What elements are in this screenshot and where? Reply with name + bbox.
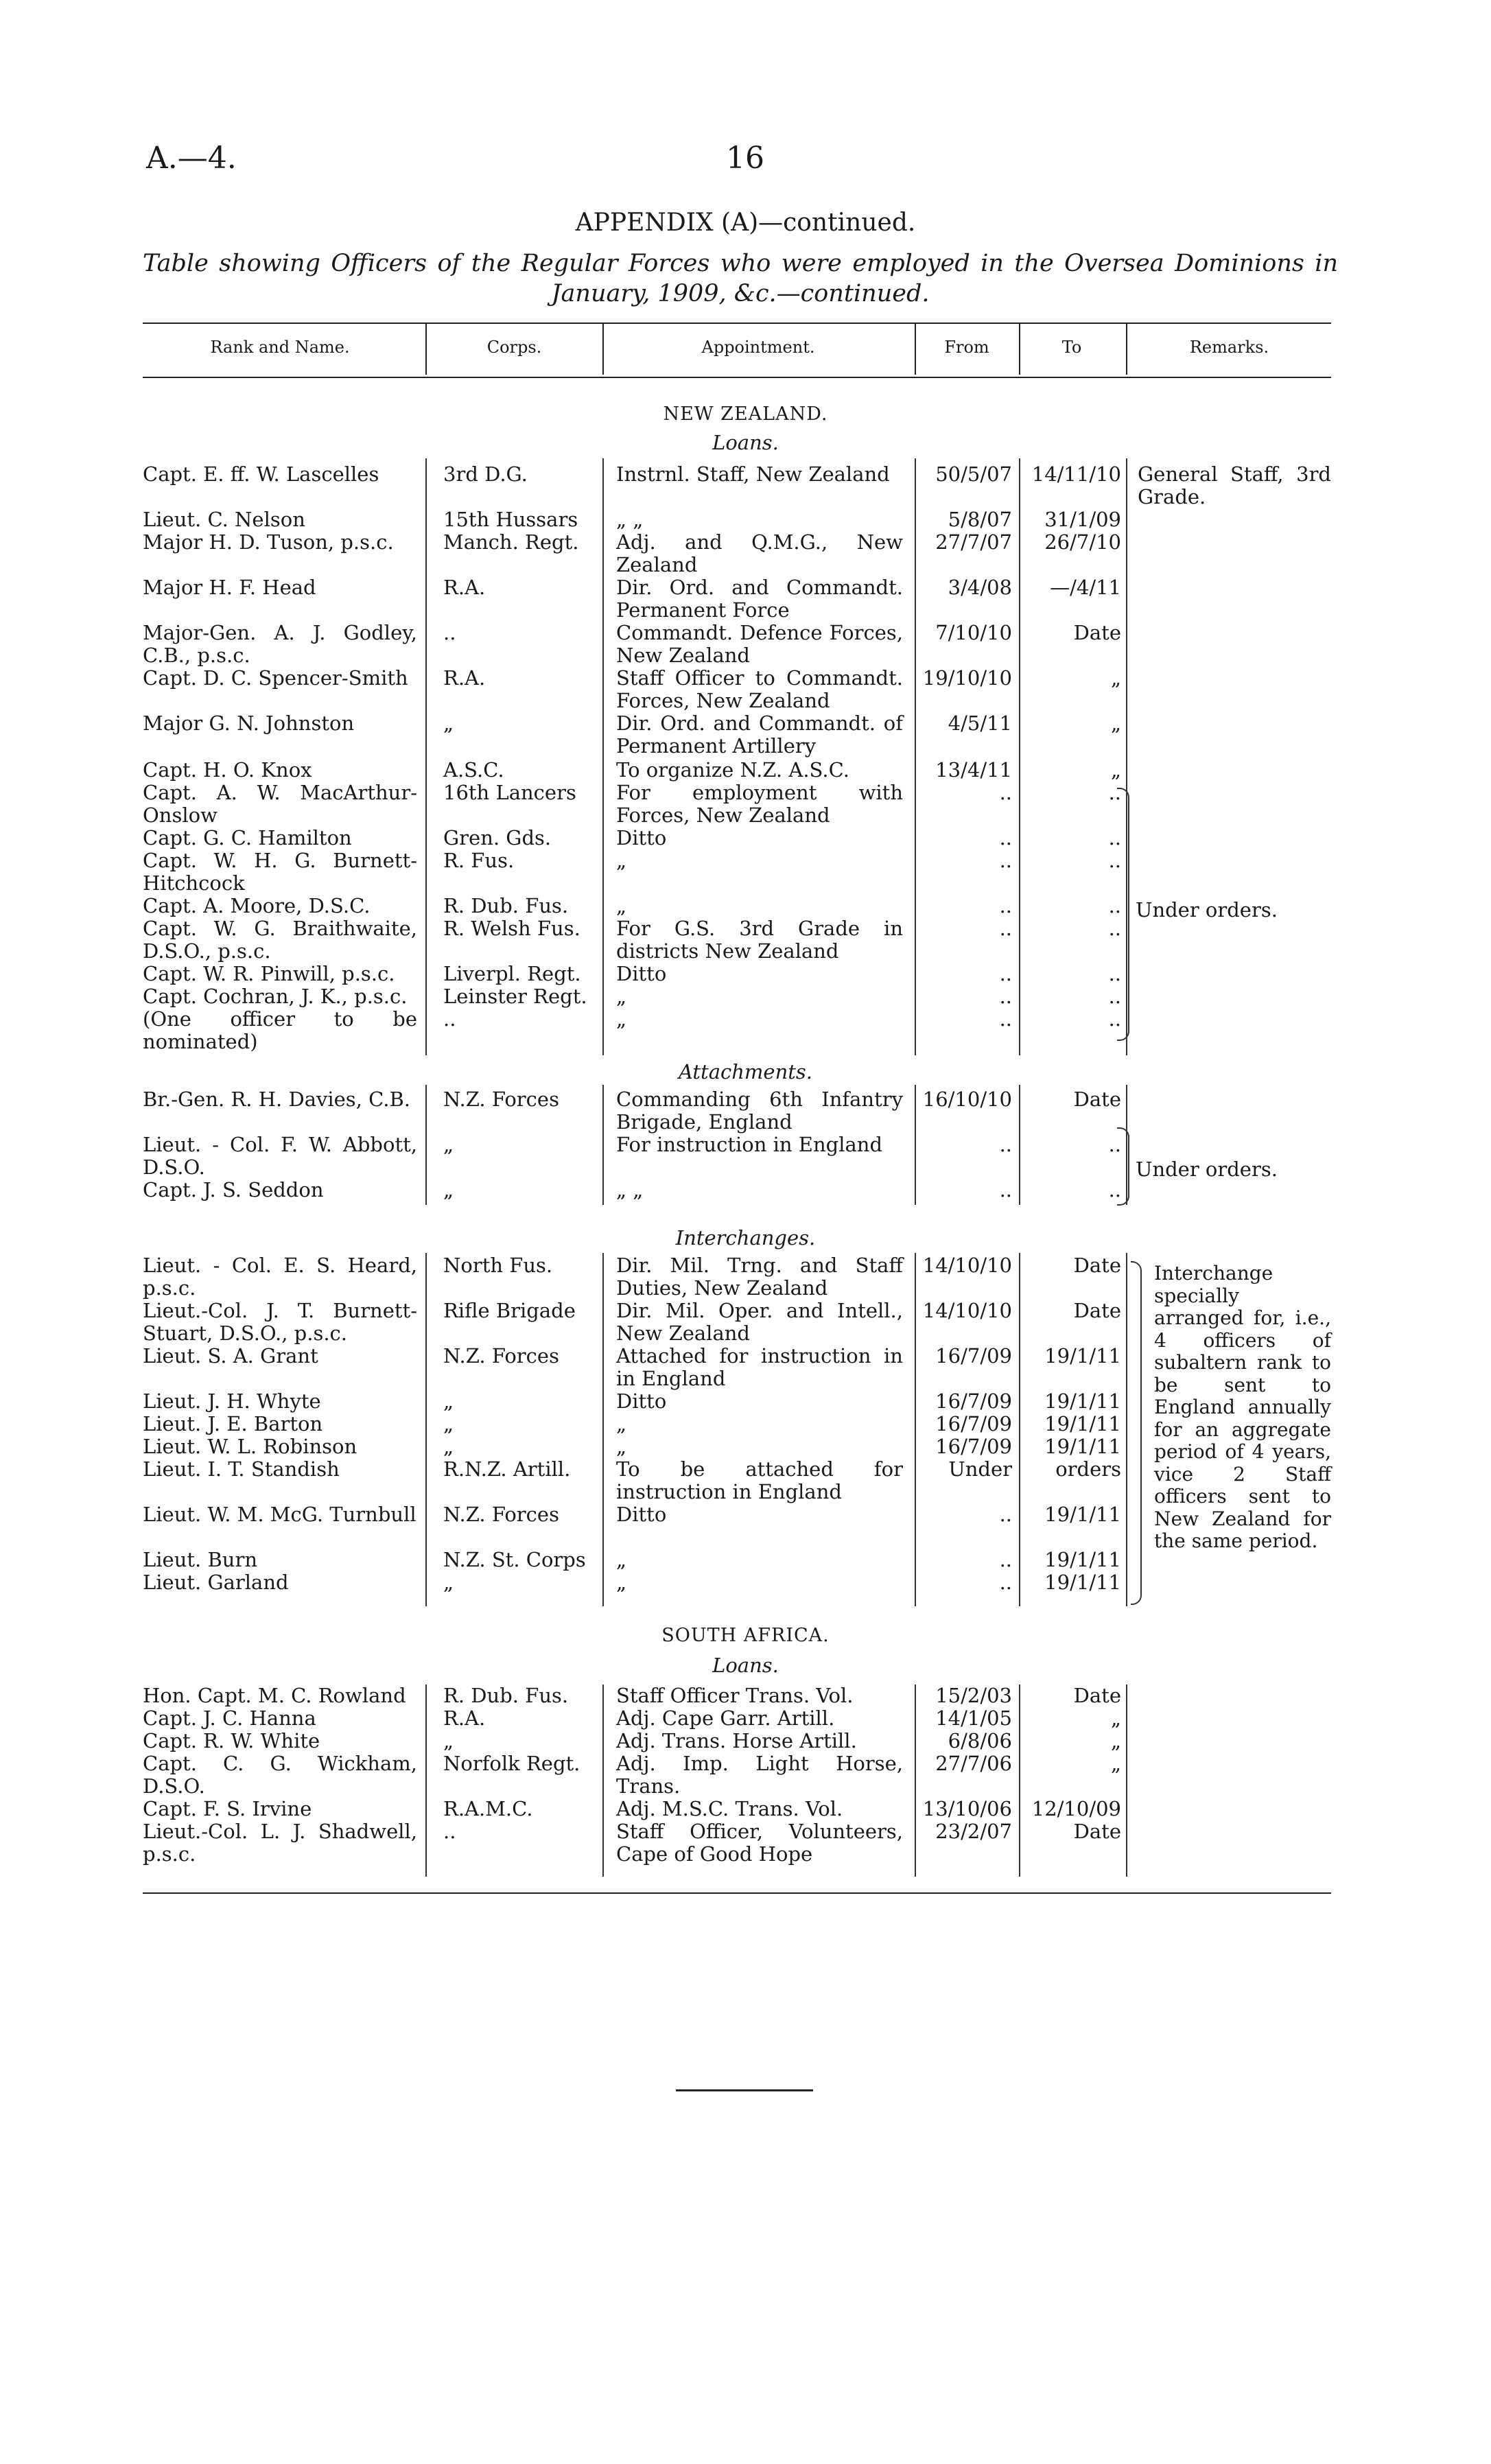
corps: R. Welsh Fus. bbox=[443, 917, 580, 940]
officer-name: Capt. Cochran, J. K., p.s.c. bbox=[143, 985, 408, 1008]
appointment: Ditto bbox=[616, 962, 667, 985]
table-header-rule bbox=[143, 377, 1331, 378]
brace-attachments-under-orders bbox=[1117, 1127, 1129, 1206]
column-separator bbox=[602, 458, 604, 1055]
date-from: 3/4/08 bbox=[948, 576, 1012, 599]
appointment: Adj. Trans. Horse Artill. bbox=[616, 1729, 857, 1752]
corps: „ bbox=[443, 712, 454, 735]
table-bottom-rule bbox=[143, 1892, 1331, 1894]
appointment: „ bbox=[616, 1571, 627, 1594]
officer-name: Major H. D. Tuson, p.s.c. bbox=[143, 530, 394, 554]
corps: .. bbox=[443, 1007, 456, 1031]
corps: R.A. bbox=[443, 576, 486, 599]
remark-interchange: Interchange specially arranged for, i.e., 4 officers of subaltern rank to be sent to England annually for an aggregate period of 4 years, vice 2 Staff officers sent to New Zealand for the same period. bbox=[1154, 1262, 1331, 1552]
officer-name: Lieut.-Col. L. J. Shadwell, p.s.c. bbox=[143, 1820, 417, 1866]
date-from: 27/7/06 bbox=[935, 1752, 1012, 1775]
officer-name: Major G. N. Johnston bbox=[143, 712, 355, 735]
appointment: For instruction in England bbox=[616, 1133, 883, 1156]
date-from: .. bbox=[999, 781, 1012, 804]
date-to: .. bbox=[1108, 1178, 1121, 1201]
date-from: 27/7/07 bbox=[935, 530, 1012, 554]
section-title-new-zealand: NEW ZEALAND. bbox=[663, 403, 828, 425]
officer-name: Lieut.-Col. J. T. Burnett-Stuart, D.S.O., p.s.c. bbox=[143, 1299, 417, 1345]
appointment: Commanding 6th Infantry Brigade, England bbox=[616, 1088, 903, 1134]
corps: Gren. Gds. bbox=[443, 826, 552, 849]
date-from: 23/2/07 bbox=[935, 1820, 1012, 1843]
appointment: For employment with Forces, New Zealand bbox=[616, 781, 903, 827]
appointment: Commandt. Defence Forces, New Zealand bbox=[616, 621, 903, 667]
date-to: 12/10/09 bbox=[1031, 1797, 1121, 1820]
column-separator bbox=[1126, 1685, 1127, 1877]
header-separator bbox=[602, 322, 604, 375]
subsection-title-interchanges: Interchanges. bbox=[675, 1226, 816, 1249]
date-to: 19/1/11 bbox=[1044, 1503, 1121, 1526]
corps: N.Z. Forces bbox=[443, 1503, 559, 1526]
corps: A.S.C. bbox=[443, 758, 504, 782]
officer-name: Lieut. Garland bbox=[143, 1571, 289, 1594]
column-separator bbox=[425, 1085, 427, 1205]
appendix-title: APPENDIX (A)—continued. bbox=[575, 209, 916, 237]
header-separator bbox=[915, 322, 916, 375]
date-from: 19/10/10 bbox=[922, 666, 1012, 690]
appointment: „ bbox=[616, 985, 627, 1008]
date-from: 16/10/10 bbox=[922, 1088, 1012, 1111]
date-to: „ bbox=[1110, 1752, 1121, 1775]
date-to: 19/1/11 bbox=[1044, 1548, 1121, 1571]
column-separator bbox=[1126, 1253, 1127, 1606]
date-from: 16/7/09 bbox=[935, 1412, 1012, 1435]
appointment: „ bbox=[616, 1548, 627, 1571]
officer-name: Capt. A. W. MacArthur-Onslow bbox=[143, 781, 417, 827]
date-from: .. bbox=[999, 826, 1012, 849]
officer-name: Lieut. - Col. F. W. Abbott, D.S.O. bbox=[143, 1133, 417, 1179]
appointment: Ditto bbox=[616, 826, 667, 849]
officer-name: Capt. F. S. Irvine bbox=[143, 1797, 312, 1820]
appointment: To organize N.Z. A.S.C. bbox=[616, 758, 849, 782]
corps: R. Dub. Fus. bbox=[443, 894, 569, 917]
officer-name: Major-Gen. A. J. Godley, C.B., p.s.c. bbox=[143, 621, 417, 667]
appointment: Dir. Mil. Trng. and Staff Duties, New Zealand bbox=[616, 1254, 903, 1300]
column-separator bbox=[425, 1253, 427, 1606]
officer-name: Capt. J. S. Seddon bbox=[143, 1178, 324, 1201]
column-header-remarks: Remarks. bbox=[1189, 338, 1269, 357]
date-to: 19/1/11 bbox=[1044, 1344, 1121, 1368]
date-to: „ bbox=[1110, 1729, 1121, 1752]
subsection-title-sa-loans: Loans. bbox=[712, 1654, 779, 1677]
header-separator bbox=[425, 322, 427, 375]
corps: „ bbox=[443, 1178, 454, 1201]
appointment: For G.S. 3rd Grade in districts New Zealand bbox=[616, 917, 903, 963]
date-from: .. bbox=[999, 962, 1012, 985]
date-to: „ bbox=[1110, 666, 1121, 690]
date-from: .. bbox=[999, 1548, 1012, 1571]
date-from: Under bbox=[948, 1457, 1012, 1481]
appointment: Attached for instruction in in England bbox=[616, 1344, 903, 1390]
date-from: 50/5/07 bbox=[935, 462, 1012, 486]
officer-name: Capt. W. G. Braithwaite, D.S.O., p.s.c. bbox=[143, 917, 417, 963]
officer-name: Capt. G. C. Hamilton bbox=[143, 826, 352, 849]
appointment: Instrnl. Staff, New Zealand bbox=[616, 462, 890, 486]
corps: „ bbox=[443, 1729, 454, 1752]
officer-name: Major H. F. Head bbox=[143, 576, 316, 599]
appointment: „ bbox=[616, 849, 627, 872]
appointment: Adj. M.S.C. Trans. Vol. bbox=[616, 1797, 843, 1820]
appointment: To be attached for instruction in England bbox=[616, 1457, 903, 1503]
date-to: .. bbox=[1108, 1133, 1121, 1156]
date-from: 16/7/09 bbox=[935, 1344, 1012, 1368]
officer-name: Lieut. W. M. McG. Turnbull bbox=[143, 1503, 416, 1526]
column-separator bbox=[602, 1253, 604, 1606]
date-to: 31/1/09 bbox=[1044, 508, 1121, 531]
section-title-south-africa: SOUTH AFRICA. bbox=[661, 1625, 830, 1646]
corps: „ bbox=[443, 1571, 454, 1594]
header-separator bbox=[1019, 322, 1020, 375]
appointment: Ditto bbox=[616, 1503, 667, 1526]
brace-interchanges bbox=[1131, 1261, 1142, 1605]
date-to: —/4/11 bbox=[1050, 576, 1121, 599]
column-header-rank-name: Rank and Name. bbox=[210, 338, 350, 357]
appointment: Staff Officer Trans. Vol. bbox=[616, 1684, 854, 1707]
officer-name: Capt. W. H. G. Burnett-Hitchcock bbox=[143, 849, 417, 895]
date-to: 19/1/11 bbox=[1044, 1571, 1121, 1594]
appointment: „ bbox=[616, 1007, 627, 1031]
table-top-rule bbox=[143, 322, 1331, 324]
corps: „ bbox=[443, 1412, 454, 1435]
date-to: Date bbox=[1073, 621, 1121, 644]
officer-name: Capt. A. Moore, D.S.C. bbox=[143, 894, 371, 917]
corps: R. Dub. Fus. bbox=[443, 1684, 569, 1707]
officer-name: Lieut. I. T. Standish bbox=[143, 1457, 340, 1481]
appointment: Adj. Imp. Light Horse, Trans. bbox=[616, 1752, 903, 1798]
table-caption: Table showing Officers of the Regular Forces who were employed in the Oversea Dominions in January, 1909, &c.—continued. bbox=[143, 250, 1338, 307]
date-from: 16/7/09 bbox=[935, 1389, 1012, 1413]
page-reference: A.—4. bbox=[146, 141, 237, 176]
date-from: 13/4/11 bbox=[935, 758, 1012, 782]
appointment: Staff Officer to Commandt. Forces, New Zealand bbox=[616, 666, 903, 712]
appointment: „ bbox=[616, 894, 627, 917]
officer-name: Lieut. - Col. E. S. Heard, p.s.c. bbox=[143, 1254, 417, 1300]
date-from: 14/10/10 bbox=[922, 1299, 1012, 1322]
date-from: .. bbox=[999, 917, 1012, 940]
corps: .. bbox=[443, 621, 456, 644]
date-to: orders bbox=[1055, 1457, 1121, 1481]
officer-name: Capt. W. R. Pinwill, p.s.c. bbox=[143, 962, 395, 985]
date-to: .. bbox=[1108, 781, 1121, 804]
remark-general-staff: General Staff, 3rd Grade. bbox=[1138, 462, 1331, 508]
date-from: 16/7/09 bbox=[935, 1435, 1012, 1458]
officer-name: Capt. E. ff. W. Lascelles bbox=[143, 462, 379, 486]
column-header-appointment: Appointment. bbox=[701, 338, 815, 357]
corps: 3rd D.G. bbox=[443, 462, 528, 486]
officer-name: Lieut. W. L. Robinson bbox=[143, 1435, 357, 1458]
corps: .. bbox=[443, 1820, 456, 1843]
officer-name: Capt. D. C. Spencer-Smith bbox=[143, 666, 408, 690]
officer-name: Hon. Capt. M. C. Rowland bbox=[143, 1684, 406, 1707]
date-to: .. bbox=[1108, 985, 1121, 1008]
corps: R.A. bbox=[443, 1706, 486, 1730]
officer-name: Lieut. J. H. Whyte bbox=[143, 1389, 321, 1413]
corps: R.A.M.C. bbox=[443, 1797, 533, 1820]
corps: Leinster Regt. bbox=[443, 985, 587, 1008]
date-to: Date bbox=[1073, 1088, 1121, 1111]
corps: R. Fus. bbox=[443, 849, 515, 872]
remark-under-orders: Under orders. bbox=[1136, 898, 1278, 922]
column-separator bbox=[425, 458, 427, 1055]
date-from: .. bbox=[999, 894, 1012, 917]
corps: N.Z. Forces bbox=[443, 1344, 559, 1368]
date-to: „ bbox=[1110, 758, 1121, 782]
officer-name: (One officer to be nominated) bbox=[143, 1007, 417, 1053]
date-to: Date bbox=[1073, 1254, 1121, 1277]
corps: Norfolk Regt. bbox=[443, 1752, 580, 1775]
appointment: Adj. Cape Garr. Artill. bbox=[616, 1706, 835, 1730]
date-to: .. bbox=[1108, 1007, 1121, 1031]
officer-name: Br.-Gen. R. H. Davies, C.B. bbox=[143, 1088, 411, 1111]
officer-name: Capt. R. W. White bbox=[143, 1729, 320, 1752]
date-from: 14/10/10 bbox=[922, 1254, 1012, 1277]
officer-name: Lieut. S. A. Grant bbox=[143, 1344, 318, 1368]
remark-attachments-under-orders: Under orders. bbox=[1136, 1158, 1278, 1181]
corps: Liverpl. Regt. bbox=[443, 962, 581, 985]
officer-name: Capt. C. G. Wickham, D.S.O. bbox=[143, 1752, 417, 1798]
date-from: 14/1/05 bbox=[935, 1706, 1012, 1730]
date-from: .. bbox=[999, 1178, 1012, 1201]
date-to: Date bbox=[1073, 1684, 1121, 1707]
officer-name: Capt. J. C. Hanna bbox=[143, 1706, 316, 1730]
date-from: 7/10/10 bbox=[935, 621, 1012, 644]
corps: R.N.Z. Artill. bbox=[443, 1457, 571, 1481]
date-to: 14/11/10 bbox=[1031, 462, 1121, 486]
officer-name: Capt. H. O. Knox bbox=[143, 758, 312, 782]
subsection-title-attachments: Attachments. bbox=[678, 1060, 813, 1083]
date-from: 13/10/06 bbox=[922, 1797, 1012, 1820]
corps: Rifle Brigade bbox=[443, 1299, 576, 1322]
subsection-title-loans: Loans. bbox=[712, 431, 779, 454]
appointment: „ bbox=[616, 1412, 627, 1435]
corps: „ bbox=[443, 1133, 454, 1156]
date-to: Date bbox=[1073, 1820, 1121, 1843]
corps: N.Z. Forces bbox=[443, 1088, 559, 1111]
officer-name: Lieut. C. Nelson bbox=[143, 508, 305, 531]
date-from: .. bbox=[999, 1007, 1012, 1031]
date-to: .. bbox=[1108, 917, 1121, 940]
corps: N.Z. St. Corps bbox=[443, 1548, 586, 1571]
date-from: .. bbox=[999, 1133, 1012, 1156]
corps: R.A. bbox=[443, 666, 486, 690]
date-from: 4/5/11 bbox=[948, 712, 1012, 735]
corps: North Fus. bbox=[443, 1254, 553, 1277]
date-to: 19/1/11 bbox=[1044, 1389, 1121, 1413]
appointment: „ „ bbox=[616, 508, 644, 531]
date-to: .. bbox=[1108, 894, 1121, 917]
appointment: Dir. Mil. Oper. and Intell., New Zealand bbox=[616, 1299, 903, 1345]
appointment: Dir. Ord. and Commandt. Permanent Force bbox=[616, 576, 903, 622]
date-to: 19/1/11 bbox=[1044, 1435, 1121, 1458]
corps: „ bbox=[443, 1435, 454, 1458]
page-number: 16 bbox=[726, 141, 764, 176]
date-from: 15/2/03 bbox=[935, 1684, 1012, 1707]
appointment: „ bbox=[616, 1435, 627, 1458]
column-header-from: From bbox=[944, 338, 989, 357]
date-from: .. bbox=[999, 985, 1012, 1008]
appointment: Dir. Ord. and Commandt. of Permanent Artillery bbox=[616, 712, 903, 758]
column-separator bbox=[425, 1685, 427, 1877]
column-separator bbox=[602, 1685, 604, 1877]
header-separator bbox=[1126, 322, 1127, 375]
appointment: Staff Officer, Volunteers, Cape of Good Hope bbox=[616, 1820, 903, 1866]
column-separator bbox=[602, 1085, 604, 1205]
brace-loans-under-orders bbox=[1117, 788, 1129, 1041]
date-to: „ bbox=[1110, 1706, 1121, 1730]
appointment: Adj. and Q.M.G., New Zealand bbox=[616, 530, 903, 576]
corps: 15th Hussars bbox=[443, 508, 578, 531]
date-to: Date bbox=[1073, 1299, 1121, 1322]
date-to: .. bbox=[1108, 826, 1121, 849]
column-header-to: To bbox=[1061, 338, 1082, 357]
corps: 16th Lancers bbox=[443, 781, 576, 804]
date-from: .. bbox=[999, 1571, 1012, 1594]
date-from: .. bbox=[999, 849, 1012, 872]
date-from: .. bbox=[999, 1503, 1012, 1526]
column-header-corps: Corps. bbox=[486, 338, 542, 357]
officer-name: Lieut. J. E. Barton bbox=[143, 1412, 323, 1435]
date-from: 5/8/07 bbox=[948, 508, 1012, 531]
date-to: 26/7/10 bbox=[1044, 530, 1121, 554]
footer-rule bbox=[676, 2089, 813, 2091]
date-to: 19/1/11 bbox=[1044, 1412, 1121, 1435]
appointment: „ „ bbox=[616, 1178, 644, 1201]
corps: Manch. Regt. bbox=[443, 530, 579, 554]
corps: „ bbox=[443, 1389, 454, 1413]
date-to: .. bbox=[1108, 849, 1121, 872]
date-to: .. bbox=[1108, 962, 1121, 985]
date-to: „ bbox=[1110, 712, 1121, 735]
officer-name: Lieut. Burn bbox=[143, 1548, 257, 1571]
appointment: Ditto bbox=[616, 1389, 667, 1413]
date-from: 6/8/06 bbox=[948, 1729, 1012, 1752]
